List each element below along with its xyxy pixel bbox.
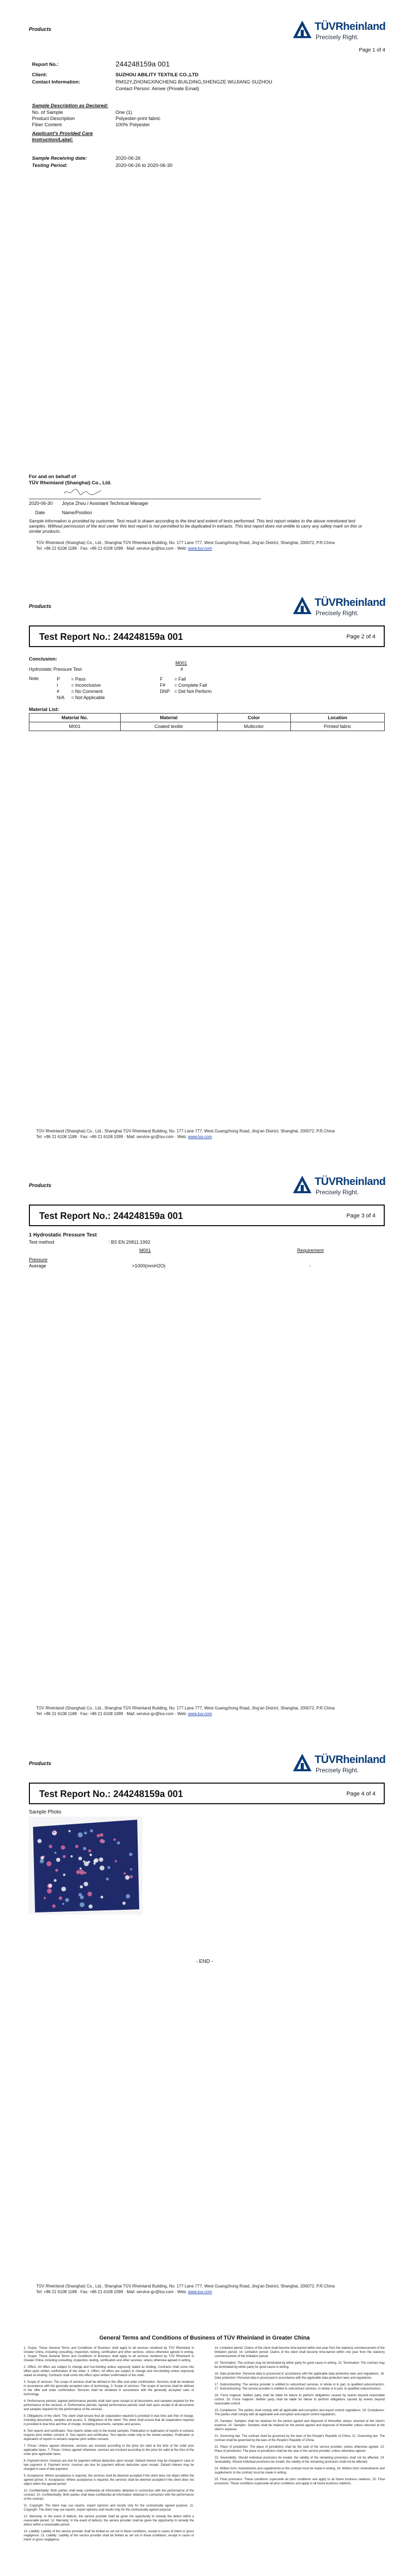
legend-key: I [57, 683, 58, 688]
material-cell: Printed fabric [290, 722, 384, 731]
footer-web-link[interactable]: www.tuv.com [188, 1134, 212, 1139]
legend-key: F# [160, 683, 166, 688]
brand-tagline: Precisely Right. [316, 1189, 359, 1196]
brand-tagline: Precisely Right. [316, 609, 359, 617]
sign-date: 2020-06-30 [29, 501, 53, 506]
print-dot [84, 1861, 89, 1866]
brand-name: TÜVRheinland [315, 1176, 386, 1188]
footer-tel: Tel: +86 21 6108 1188 · Fax: +86 21 6108 1099 · Mail: service-gc@tuv.com · Web: [36, 1134, 187, 1139]
material-cell: Multicolor [217, 722, 290, 731]
footer-tel: Tel: +86 21 6108 1188 · Fax: +86 21 6108 1099 · Mail: service-gc@tuv.com · Web: [36, 2290, 187, 2294]
disclaimer: Sample information is provided by customer. Test result is drawn according to the kind and extent of tests performed. This test report relates to the above mentioned test samples. Without permission of the test center this test report is not permitted to be duplicated in extracts. This test report does not entitle to carry any safety mark on this or similar products. [29, 518, 363, 534]
print-dot [126, 1894, 130, 1899]
terms-paragraph: 21. Governing law: The contract shall be governed by the laws of the People's Republic of China. 21. Governing law: The contract shall be governed by the laws of the People's Republic of China. [215, 2435, 385, 2442]
print-dot [71, 1855, 73, 1857]
print-dot [100, 1866, 104, 1870]
tuv-triangle-icon [292, 1175, 313, 1195]
print-dot [40, 1859, 44, 1863]
print-dot [130, 1868, 132, 1870]
legend-value: = Complete Fail [174, 683, 207, 688]
terms-paragraph: 2. Offers: All offers are subject to change and non-binding unless expressly stated as binding. Contracts shall come into effect upon written confirmation of the order. 2. Offers: All offers are subject to change and non-binding unless expressly stated as binding. Contracts shall come into effect upon written confirmation of the order. [24, 2366, 194, 2377]
footer-web-link[interactable]: www.tuv.com [188, 546, 212, 551]
behalf-line-1: For and on behalf of [29, 474, 76, 480]
print-dot [43, 1897, 45, 1899]
terms-right-column [215, 2346, 385, 2488]
print-dot [62, 1903, 64, 1905]
conclusion-col-header: M001 [175, 660, 187, 666]
sample-row-label: No. of Sample [32, 110, 63, 115]
conclusion-title: Conclusion: [29, 656, 57, 662]
signature-icon [62, 486, 103, 498]
print-dot [79, 1902, 84, 1907]
legend-left [57, 676, 105, 701]
print-dot [129, 1853, 133, 1856]
legend-value: = Fail [174, 676, 186, 682]
page-number: Page 2 of 4 [346, 634, 375, 640]
terms-paragraph: 24. Written form: Amendments and supplements to the contract must be made in writing. 24. Written form: Amendments and supplements to the contract must be made in writing. [215, 2467, 385, 2475]
terms-paragraph: 7. Prices: Unless agreed otherwise, services are invoiced according to the price list valid at the time of the order plus applicable taxes. 7. Prices: Unless agreed otherwise, services are invoiced according to the price list valid at the time of the order plus applicable taxes. [24, 2445, 194, 2456]
print-dot [89, 1854, 92, 1856]
print-dot [46, 1861, 52, 1867]
print-dot [90, 1829, 93, 1833]
print-dot [59, 1896, 62, 1900]
print-dot [94, 1858, 99, 1863]
conclusion-test-name: Hydrostatic Pressure Test [29, 667, 82, 672]
receiving-date: 2020-06-26 [116, 156, 141, 161]
print-dot [63, 1874, 66, 1876]
print-dot [124, 1872, 126, 1875]
section-title: 1 Hydrostatic Pressure Test [29, 1232, 97, 1238]
tuv-logo [292, 592, 390, 619]
brand-name: TÜVRheinland [315, 1754, 386, 1766]
material-col-header: Location [290, 714, 384, 722]
tuv-triangle-icon [292, 20, 313, 40]
terms-paragraph: 9. Acceptance: Where acceptance is required, the services shall be deemed accepted if the client does not object within the agreed period. 9. Acceptance: Where acceptance is required, the services shall be deemed accepted if the client does not object within the agreed period. [24, 2475, 194, 2486]
terms-paragraph: 12. Warranty: In the event of defects, the service provider shall be given the opportunity to remedy the defect within a reasonable period. 12. Warranty: In the event of defects, the service provider shall be given the opportunity to remedy the defect within a reasonable period. [24, 2515, 194, 2527]
receiving-label: Sample Receiving date: [32, 156, 87, 161]
print-dot [84, 1832, 87, 1835]
testing-period: 2020-06-26 to 2020-06-30 [116, 163, 173, 168]
page-number: Page 4 of 4 [346, 1791, 375, 1797]
print-dot [61, 1887, 66, 1891]
terms-paragraph: 22. Place of jurisdiction: The place of jurisdiction shall be the seat of the service provider, unless otherwise agreed. 22. Place of jurisdiction: The place of jurisdiction shall be the seat of the service provider, unless otherwise agreed. [215, 2446, 385, 2453]
table-row [29, 722, 385, 731]
footer-web-link[interactable]: www.tuv.com [188, 1711, 212, 1716]
print-dot [84, 1882, 88, 1886]
material-col-header: Material [120, 714, 217, 722]
footer-address-text: TÜV Rheinland (Shanghai) Co., Ltd., Shanghai TÜV Rheinland Building, No. 177 Lane 777, West Guangzhong Road, Jing'an District, Shanghai, 200072, P.R.China [36, 1129, 335, 1133]
average-value: >1000(mmH2O) [132, 1263, 166, 1268]
terms-paragraph: 14. Limitation period: Claims of the client shall become time-barred within one year from the statutory commencement of the limitation period. 14. Limitation period: Claims of the client shall become time-barred within one year from the statutory commencement of the limitation period. [215, 2347, 385, 2358]
tuv-triangle-icon [292, 596, 313, 616]
print-dot [54, 1852, 56, 1854]
brand-tagline: Precisely Right. [316, 1767, 359, 1774]
sample-row-value: One (1) [116, 110, 133, 115]
page-number: Page 1 of 4 [358, 47, 385, 53]
client-label: Client: [32, 72, 47, 78]
print-dot [53, 1831, 55, 1833]
material-col-header: Material No. [29, 714, 121, 722]
terms-paragraph: 19. Compliance: The parties shall comply with all applicable anti-corruption and export control regulations. 19. Compliance: The parties shall comply with all applicable anti-corruption and export control regulations. [215, 2409, 385, 2416]
report-title: Test Report No.: 244248159a 001 [39, 1789, 183, 1799]
pressure-label: Pressure [29, 1257, 48, 1262]
sample-row-label: Product Description [32, 116, 75, 122]
terms-paragraph: 1. Scope: These General Terms and Conditions of Business shall apply to all services rendered by TÜV Rheinland in Greater China, including consulting, inspection, testing, certification and other services, unless otherwise agreed in writing. 1. Scope: These General Terms and Conditions of Business shall apply to all services rendered by TÜV Rheinland in Greater China, including consulting, inspection, testing, certification and other services, unless otherwise agreed in writing. [24, 2347, 194, 2362]
col-requirement-header: Requirement [297, 1248, 324, 1253]
terms-paragraph: 4. Performance periods: Agreed performance periods shall start upon receipt of all documents and samples required for the performance of the services. 4. Performance periods: Agreed performance periods shall start upon receipt of all documents and samples required for the performance of the services. [24, 2400, 194, 2411]
print-dot [89, 1905, 93, 1909]
print-dot [122, 1902, 125, 1905]
print-dot [130, 1875, 133, 1878]
client-value: SUZHOU ABILITY TEXTILE CO.,LTD [116, 72, 199, 78]
brand-tagline: Precisely Right. [316, 33, 359, 41]
conclusion-result: # [181, 667, 184, 672]
terms-paragraph: 15. Termination: The contract may be terminated by either party for good cause in writing. 15. Termination: The contract may be terminated by either party for good cause in writing. [215, 2362, 385, 2369]
name-caption: Name/Position [62, 510, 92, 515]
footer-address [36, 2283, 377, 2295]
contact-label: Contact Information: [32, 79, 80, 85]
terms-paragraph: 20. Samples: Samples shall be retained for the period agreed and disposed of thereafter unless returned at the client's expense. 20. Samples: Samples shall be retained for the period agreed and disposed of thereafter unless returned at the client's expense. [215, 2420, 385, 2431]
legend-key: F [160, 676, 163, 682]
tuv-logo [292, 1172, 390, 1198]
signer-name: Joyce Zhou / Assistant Technical Manager [62, 501, 149, 506]
print-dot [101, 1895, 103, 1898]
legend-value: = Pass [71, 676, 86, 682]
terms-paragraph: 16. Data protection: Personal data is processed in accordance with the applicable data protection laws and regulations. 16. Data protection: Personal data is processed in accordance with the applicable data protection laws and regulations. [215, 2372, 385, 2380]
contact-address: RMS2Y,ZHONGXINCHENG BUILDING,SHENGZE WUJIANG SUZHOU [116, 79, 272, 85]
legend-key: P [57, 676, 60, 682]
print-dot [96, 1834, 100, 1837]
brand-name: TÜVRheinland [315, 21, 386, 32]
care-title: Applicant's Provided Care Instruction/Label: [32, 131, 93, 143]
print-dot [106, 1877, 109, 1880]
tuv-triangle-icon [292, 1753, 313, 1773]
print-dot [52, 1904, 56, 1908]
print-dot [114, 1860, 117, 1862]
footer-tel: Tel: +86 21 6108 1188 · Fax: +86 21 6108 1099 · Mail: service-gc@tuv.com · Web: [36, 546, 187, 551]
legend-key: # [57, 689, 60, 694]
report-header-box [29, 1783, 385, 1804]
terms-paragraph: 3. Scope of services: The scope of services shall be defined in the offer and order confirmation. Services shall be rendered in accordance with the generally accepted rules of technology. 3. Scope of services: The scope of services shall be defined in the offer and order confirmation. Services shall be rendered in accordance with the generally accepted rules of technology. [24, 2381, 194, 2396]
print-dot [79, 1868, 81, 1870]
behalf-line-2: TÜV Rheinland (Shanghai) Co., Ltd. [29, 480, 111, 486]
footer-address-text: TÜV Rheinland (Shanghai) Co., Ltd., Shanghai TÜV Rheinland Building, No. 177 Lane 777, West Guangzhong Road, Jing'an District, Shanghai, 200072, P.R.China [36, 540, 335, 545]
print-dot [117, 1841, 120, 1844]
print-dot [48, 1845, 52, 1849]
sample-row-value: 100% Polyester [116, 122, 150, 128]
legend-value: = Inconclusive [71, 683, 101, 688]
print-dot [48, 1884, 53, 1888]
print-dot [78, 1857, 82, 1860]
average-label: Average [29, 1263, 46, 1268]
print-dot [113, 1838, 116, 1841]
legend-value: = Did Not Perform [174, 689, 212, 694]
terms-paragraph: 18. Force majeure: Neither party shall be liable for failure to perform obligations caused by events beyond reasonable control. 18. Force majeure: Neither party shall be liable for failure to perform obligations caused by events beyond reasonable control. [215, 2394, 385, 2405]
header-products: Products [29, 1183, 52, 1189]
material-col-header: Color [217, 714, 290, 722]
testing-label: Testing Period: [32, 163, 68, 168]
terms-paragraph: 10. Confidentiality: Both parties shall keep confidential all information obtained in connection with the performance of the contract. 10. Confidentiality: Both parties shall keep confidential all information obtained in connection with the performance of the contract. [24, 2489, 194, 2501]
terms-paragraph: 6. Test reports and certificates: Test reports relate only to the tested samples. Publication or duplication of reports in extracts requires prior written consent. 6. Test reports and certificates: Test reports relate only to the tested samples. Publication or duplication of reports in extracts requires prior written consent. [24, 2430, 194, 2441]
footer-address [36, 540, 377, 551]
legend-right [160, 676, 211, 694]
date-caption: Date [35, 510, 45, 515]
legend-value: = Not Applicable [71, 695, 105, 700]
page-3 [0, 1156, 409, 1734]
report-header-box [29, 1205, 385, 1226]
material-cell: Coated textile [120, 722, 217, 731]
photo-label: Sample Photo [29, 1809, 61, 1815]
print-dot [84, 1872, 87, 1874]
table-header-row [29, 714, 385, 722]
print-dot [38, 1839, 42, 1843]
contact-person: Contact Person: Aimee (Private Email) [116, 86, 200, 92]
print-dot [54, 1879, 56, 1882]
tuv-logo [292, 1750, 390, 1776]
sample-title: Sample Description as Declared: [32, 103, 108, 109]
col-m001-header: M001 [139, 1248, 151, 1253]
legend-key: DNP [160, 689, 170, 694]
method-label: Test method [29, 1240, 55, 1245]
brand-name: TÜVRheinland [315, 597, 386, 608]
report-title: Test Report No.: 244248159a 001 [39, 1211, 183, 1221]
sample-row-label: Fiber Content [32, 122, 62, 128]
terms-paragraph: 13. Liability: Liability of the service provider shall be limited as set out in these conditions, except in cases of intent or gross negligence. 13. Liability: Liability of the service provider shall be limited as set out in these conditions, except in cases of intent or gross negligence. [24, 2530, 194, 2541]
material-cell: M001 [29, 722, 121, 731]
print-dot [47, 1889, 52, 1893]
report-label: Report No.: [32, 62, 59, 67]
print-dot [100, 1833, 103, 1837]
material-table [29, 713, 385, 731]
header-products: Products [29, 27, 52, 32]
print-dot [80, 1885, 83, 1888]
sample-row-value: Polyester-print fabric [116, 116, 161, 122]
report-title: Test Report No.: 244248159a 001 [39, 632, 183, 642]
print-dot [80, 1895, 84, 1900]
print-dot [125, 1875, 129, 1880]
page-1 [0, 0, 409, 578]
print-dot [88, 1849, 91, 1852]
print-dot [56, 1858, 60, 1862]
page-number: Page 3 of 4 [346, 1213, 375, 1219]
method-value: : BS EN 20811:1992 [108, 1240, 151, 1245]
end-marker: - END - [195, 1959, 214, 1964]
print-dot [93, 1862, 96, 1865]
print-dot [69, 1830, 71, 1832]
footer-tel: Tel: +86 21 6108 1188 · Fax: +86 21 6108 1099 · Mail: service-gc@tuv.com · Web: [36, 1711, 187, 1716]
print-dot [88, 1892, 92, 1896]
terms-paragraph: 23. Severability: Should individual provisions be invalid, the validity of the remaining provisions shall not be affected. 23. Severability: Should individual provisions be invalid, the validity of the remaining provisions shall not be affected. [215, 2456, 385, 2464]
print-dot [79, 1870, 84, 1874]
print-dot [65, 1898, 69, 1902]
report-header-box [29, 625, 385, 647]
terms-paragraph: 25. Final provisions: These conditions supersede all prior conditions and apply to all future business relations. 25. Final provisions: These conditions supersede all prior conditions and apply to all future business relations. [215, 2478, 385, 2485]
print-dot [99, 1857, 104, 1862]
page-4 [0, 1734, 409, 2312]
print-dot [78, 1833, 83, 1838]
footer-address-text: TÜV Rheinland (Shanghai) Co., Ltd., Shanghai TÜV Rheinland Building, No. 177 Lane 777, West Guangzhong Road, Jing'an District, Shanghai, 200072, P.R.China [36, 2284, 335, 2289]
terms-left-column [24, 2346, 194, 2545]
legend-key: N/A [57, 695, 65, 700]
print-dot [61, 1845, 65, 1850]
header-products: Products [29, 1761, 52, 1767]
legend-value: = No Comment [71, 689, 103, 694]
footer-web-link[interactable]: www.tuv.com [188, 2290, 212, 2294]
report-number: 244248159a 001 [116, 60, 170, 68]
sample-photo [29, 1817, 142, 1914]
terms-title: General Terms and Conditions of Business of TÜV Rheinland in Greater China [99, 2335, 310, 2341]
print-dot [75, 1845, 78, 1848]
tuv-logo [292, 16, 390, 43]
footer-address [36, 1705, 377, 1717]
print-dot [100, 1839, 104, 1843]
print-dot [55, 1869, 58, 1872]
header-products: Products [29, 604, 52, 609]
print-dot [107, 1866, 110, 1869]
page-5-terms [0, 2312, 409, 2576]
material-title: Material List: [29, 707, 59, 713]
terms-paragraph: 17. Subcontracting: The service provider is entitled to subcontract services, in whole or in part, to qualified subcontractors. 17. Subcontracting: The service provider is entitled to subcontract services, in whole or in part, to qualified subcontractors. [215, 2383, 385, 2391]
requirement-value: - [309, 1263, 311, 1268]
footer-address-text: TÜV Rheinland (Shanghai) Co., Ltd., Shanghai TÜV Rheinland Building, No. 177 Lane 777, West Guangzhong Road, Jing'an District, Shanghai, 200072, P.R.China [36, 1706, 335, 1710]
print-dot [62, 1855, 66, 1858]
terms-paragraph: 5. Obligations of the client: The client shall ensure that all cooperation required is provided in due time and free of charge, including documents, samples and access. 5. Obligations of the client: The client shall ensure that all cooperation required is provided in due time and free of charge, including documents, samples and access. [24, 2415, 194, 2426]
print-dot [83, 1847, 86, 1850]
page-2 [0, 578, 409, 1156]
terms-paragraph: 8. Payment terms: Invoices are due for payment without deduction upon receipt. Default interest may be charged in case of late payment. 8. Payment terms: Invoices are due for payment without deduction upon receipt. Default interest may be charged in case of late payment. [24, 2460, 194, 2471]
note-label: Note [29, 676, 39, 681]
print-dot [40, 1856, 44, 1860]
footer-address [36, 1128, 377, 1140]
terms-paragraph: 11. Copyright: The client may use reports, expert opinions and results only for the contractually agreed purpose. 11. Copyright: The client may use reports, expert opinions and results only for the contractually agreed purpose. [24, 2504, 194, 2512]
